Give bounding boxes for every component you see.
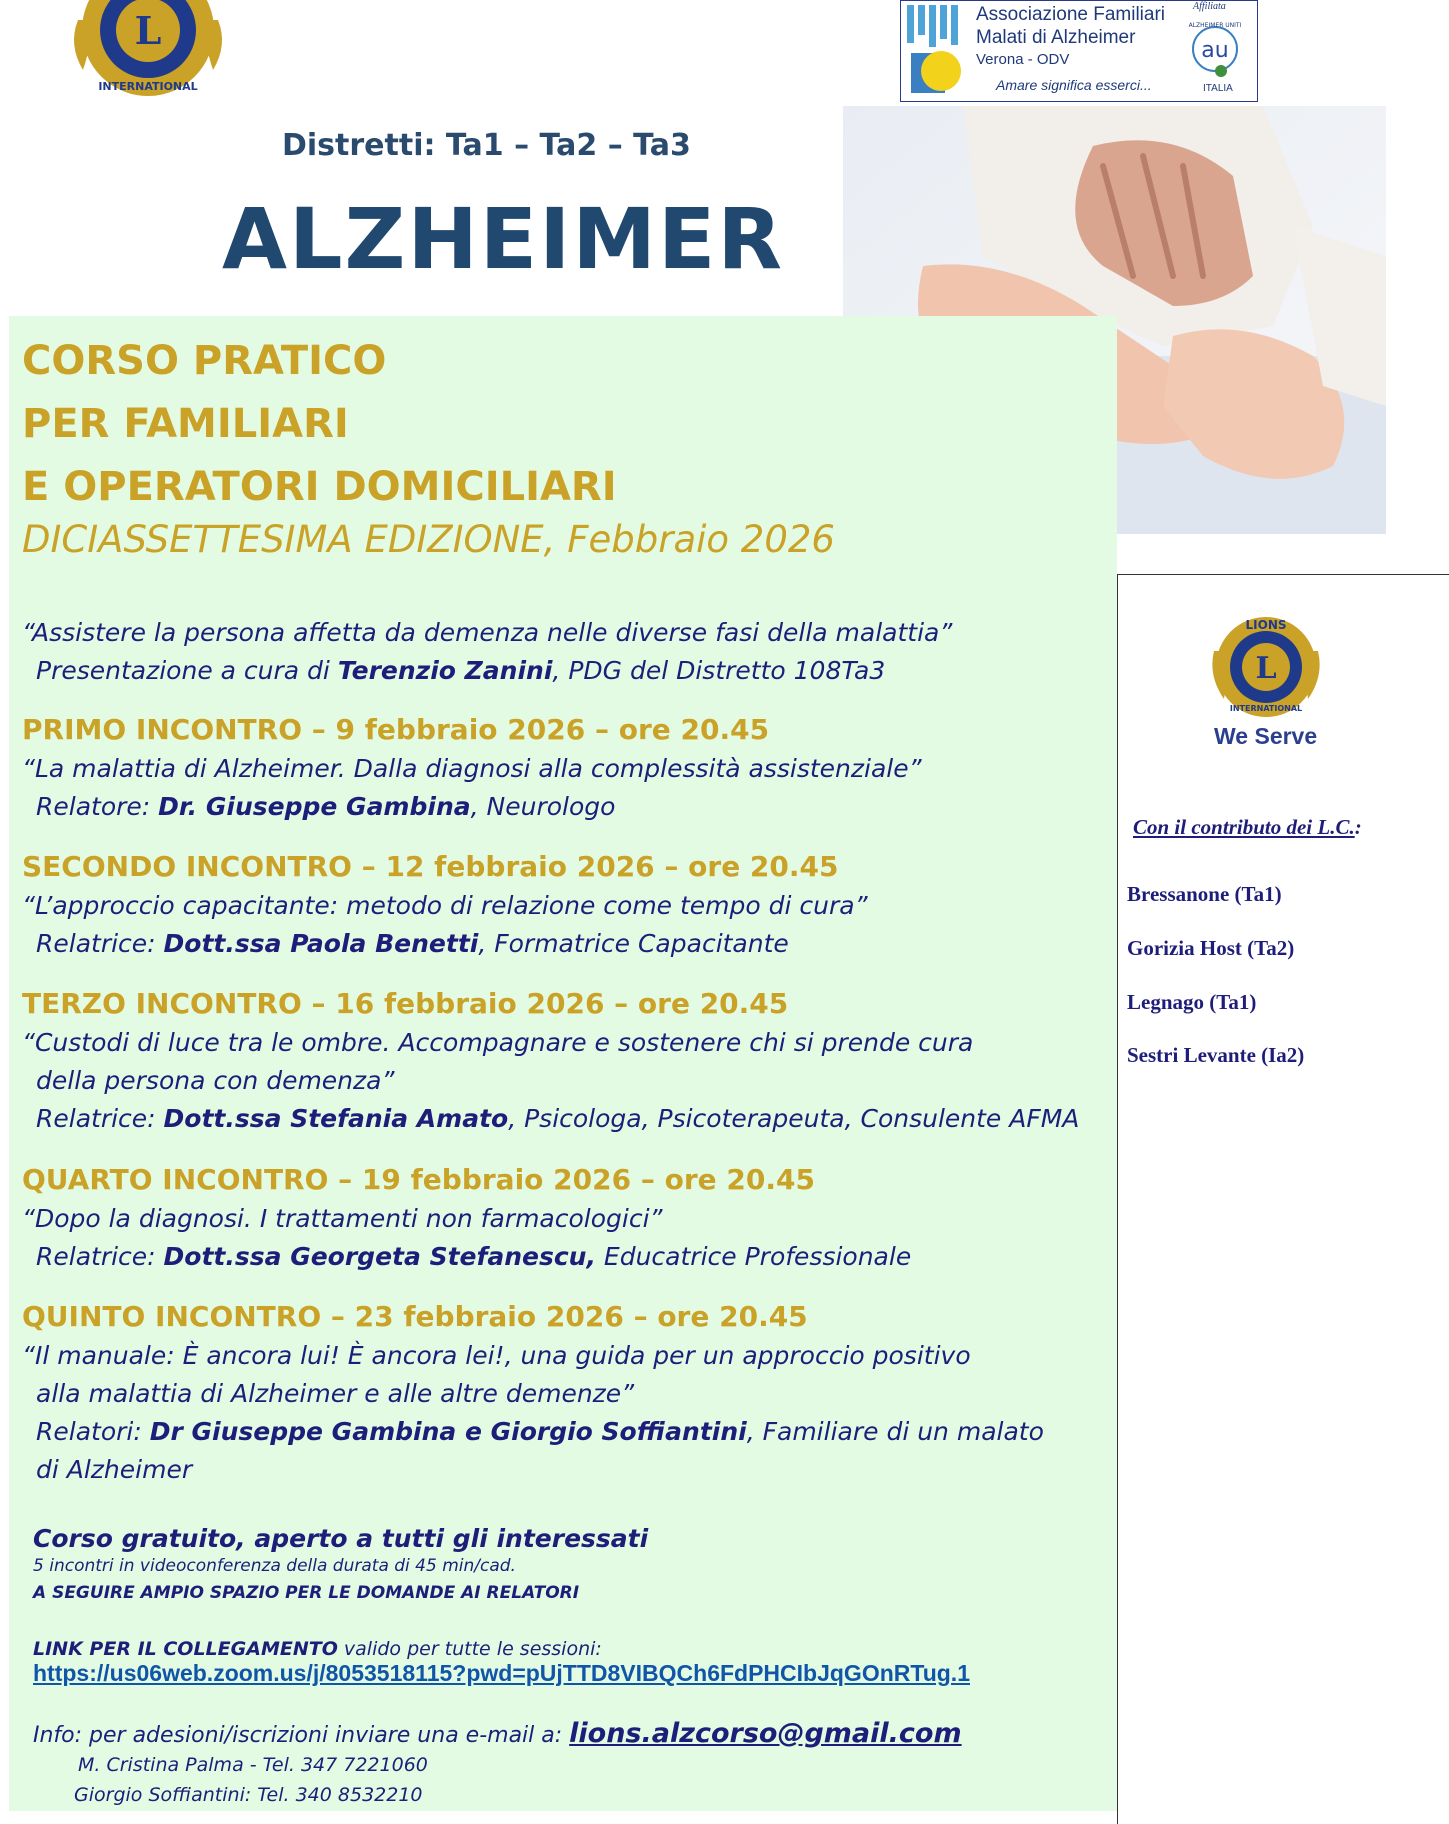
association-motto: Amare significa esserci... xyxy=(996,77,1152,93)
alzheimer-uniti-badge-icon xyxy=(1183,13,1247,81)
session-block xyxy=(22,984,1079,1138)
session-title-continued: della persona con demenza” xyxy=(36,1066,395,1095)
qa-note: A SEGUIRE AMPIO SPAZIO PER LE DOMANDE AI RELATORI xyxy=(33,1583,580,1603)
course-title-line1: CORSO PRATICO xyxy=(22,338,387,384)
lions-logo-letter: L xyxy=(134,8,162,53)
network-text: ALZHEIMER UNITI xyxy=(1188,22,1242,29)
club-item: Gorizia Host (Ta2) xyxy=(1127,936,1295,960)
sponsors-box xyxy=(1117,574,1449,1824)
session-title: “La malattia di Alzheimer. Dalla diagnosi alla complessità assistenziale” xyxy=(22,754,922,783)
contribution-colon: : xyxy=(1354,815,1362,839)
speaker-name: Dott.ssa Paola Benetti xyxy=(163,929,479,958)
lions-bottom-text: INTERNATIONAL xyxy=(1229,704,1303,713)
club-item: Legnago (Ta1) xyxy=(1127,990,1257,1014)
session-title-continued: alla malattia di Alzheimer e alle altre demenze” xyxy=(36,1379,635,1408)
session-speaker xyxy=(22,1238,911,1276)
intro-quote: “Assistere la persona affetta da demenza nelle diverse fasi della malattia” xyxy=(22,618,953,647)
lions-top-text: LIONS xyxy=(1245,618,1287,632)
session-heading: TERZO INCONTRO – 16 febbraio 2026 – ore 20.45 xyxy=(22,987,789,1020)
speaker-name: Dott.ssa Stefania Amato xyxy=(163,1104,509,1133)
session-title: “L’approccio capacitante: metodo di relazione come tempo di cura” xyxy=(22,891,868,920)
contribution-label-text: Con il contributo dei L.C. xyxy=(1133,815,1355,839)
speaker-title: Educatrice Professionale xyxy=(595,1242,912,1271)
link-label-bold: LINK PER IL COLLEGAMENTO xyxy=(33,1638,338,1660)
contact-email-link[interactable]: lions.alzcorso@gmail.com xyxy=(569,1718,962,1749)
session-title: “Il manuale: È ancora lui! È ancora lei!, una guida per un approccio positivo xyxy=(22,1341,971,1370)
session-title: “Custodi di luce tra le ombre. Accompagnare e sostenere chi si prende cura xyxy=(22,1028,974,1057)
association-name xyxy=(976,3,1165,49)
info-block xyxy=(33,1718,962,1749)
association-name-line2: Malati di Alzheimer xyxy=(976,27,1136,48)
speaker-title: , Familiare di un malato xyxy=(746,1417,1044,1446)
info-prefix: Info: per adesioni/iscrizioni inviare una e-mail a: xyxy=(33,1723,570,1748)
presenter-name: Terenzio Zanini xyxy=(337,656,553,685)
course-title-line3: E OPERATORI DOMICILIARI xyxy=(22,464,617,510)
free-course-text: Corso gratuito, aperto a tutti gli interessati xyxy=(33,1524,649,1553)
course-title-line2: PER FAMILIARI xyxy=(22,401,349,447)
free-course-block xyxy=(33,1524,648,1607)
session-block xyxy=(22,1297,1044,1489)
session-title: “Dopo la diagnosi. I trattamenti non farmacologici” xyxy=(22,1204,663,1233)
lions-we-serve-logo xyxy=(1210,611,1322,723)
speaker-name: Dr Giuseppe Gambina e Giorgio Soffiantini xyxy=(149,1417,747,1446)
club-item: Sestri Levante (Ia2) xyxy=(1127,1043,1305,1067)
association-name-line1: Associazione Familiari xyxy=(976,4,1166,25)
intro-block xyxy=(22,614,952,690)
association-affiliation: Affiliata xyxy=(1193,1,1226,12)
speaker-name: Dr. Giuseppe Gambina xyxy=(158,792,471,821)
speaker-title-continued: di Alzheimer xyxy=(36,1455,193,1484)
session-speaker xyxy=(22,925,868,963)
presenter-suffix: , PDG del Distretto 108Ta3 xyxy=(552,656,886,685)
session-heading: QUARTO INCONTRO – 19 febbraio 2026 – ore 20.45 xyxy=(22,1163,815,1196)
session-speaker xyxy=(22,1413,1044,1451)
session-speaker xyxy=(22,1100,1079,1138)
speaker-name: Dott.ssa Georgeta Stefanescu, xyxy=(163,1242,596,1271)
network-badge-text: au xyxy=(1201,38,1229,63)
association-country: ITALIA xyxy=(1203,83,1233,94)
contact-phone-1: M. Cristina Palma - Tel. 347 7221060 xyxy=(78,1754,428,1776)
zoom-link[interactable]: https://us06web.zoom.us/j/8053518115?pwd=pUjTTD8VIBQCh6FdPHCIbJqGOnRTug.1 xyxy=(33,1660,970,1686)
session-heading: PRIMO INCONTRO – 9 febbraio 2026 – ore 20.45 xyxy=(22,713,770,746)
link-label-suffix: valido per tutte le sessioni: xyxy=(337,1638,602,1660)
contact-phone-2: Giorgio Soffiantini: Tel. 340 8532210 xyxy=(74,1784,423,1806)
association-emblem-icon xyxy=(905,5,969,97)
presenter-prefix: Presentazione a cura di xyxy=(36,656,338,685)
course-edition: DICIASSETTESIMA EDIZIONE, Febbraio 2026 xyxy=(22,518,835,561)
association-city: Verona - ODV xyxy=(976,51,1070,68)
speaker-role: Relatori: xyxy=(36,1417,150,1446)
session-block xyxy=(22,1160,911,1276)
main-title: ALZHEIMER xyxy=(222,190,785,288)
we-serve-text: We Serve xyxy=(1214,723,1318,749)
session-block xyxy=(22,710,922,826)
association-logo-box xyxy=(900,0,1258,102)
session-block xyxy=(22,847,868,963)
lions-international-logo xyxy=(68,0,228,98)
lions-logo-text: INTERNATIONAL xyxy=(98,80,198,93)
session-speaker xyxy=(22,788,922,826)
speaker-role: Relatrice: xyxy=(36,929,164,958)
speaker-role: Relatore: xyxy=(36,792,159,821)
districts-heading: Distretti: Ta1 – Ta2 – Ta3 xyxy=(282,128,691,163)
speaker-role: Relatrice: xyxy=(36,1104,164,1133)
speaker-title: , Psicologa, Psicoterapeuta, Consulente AFMA xyxy=(508,1104,1080,1133)
session-heading: SECONDO INCONTRO – 12 febbraio 2026 – ore 20.45 xyxy=(22,850,839,883)
intro-presenter xyxy=(22,652,952,690)
club-item: Bressanone (Ta1) xyxy=(1127,882,1282,906)
speaker-role: Relatrice: xyxy=(36,1242,164,1271)
session-heading: QUINTO INCONTRO – 23 febbraio 2026 – ore 20.45 xyxy=(22,1300,808,1333)
speaker-title: , Formatrice Capacitante xyxy=(478,929,789,958)
lions-letter: L xyxy=(1255,651,1277,686)
link-label xyxy=(33,1638,970,1660)
speaker-title: , Neurologo xyxy=(470,792,616,821)
link-block xyxy=(33,1638,970,1687)
sessions-note: 5 incontri in videoconferenza della durata di 45 min/cad. xyxy=(33,1556,516,1576)
course-title xyxy=(22,330,617,519)
contribution-label xyxy=(1133,815,1362,840)
